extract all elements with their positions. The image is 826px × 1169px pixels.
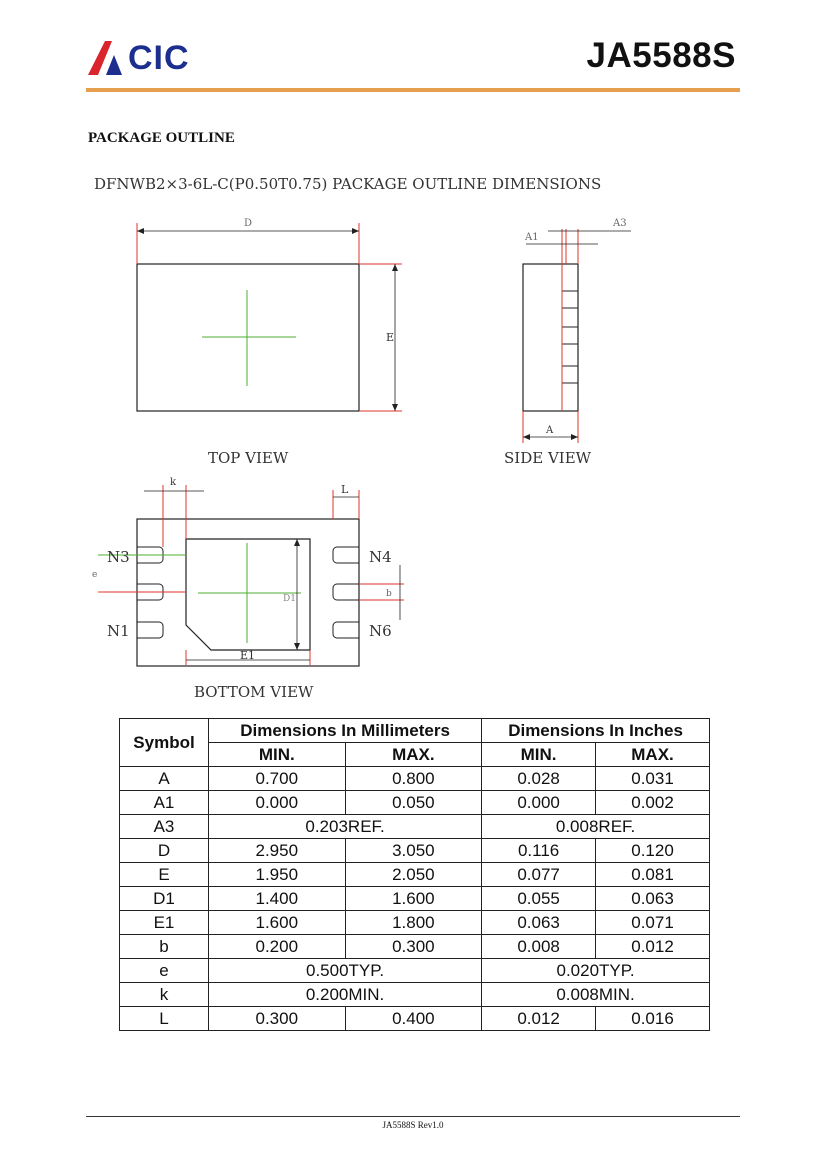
- millimeters-header: Dimensions In Millimeters: [209, 719, 482, 743]
- table-row: [120, 767, 710, 791]
- in-min: 0.116: [482, 839, 596, 863]
- logo-mark-icon: [88, 41, 126, 75]
- table-row: [120, 863, 710, 887]
- mm-min: 1.950: [209, 863, 346, 887]
- table-row: [120, 935, 710, 959]
- mm-min: 0.200: [209, 935, 346, 959]
- pin-label-N4: N4: [369, 548, 392, 566]
- symbol-header: Symbol: [120, 719, 209, 767]
- mm-max: 2.050: [345, 863, 482, 887]
- mm-min: 0.700: [209, 767, 346, 791]
- mm-min: 0.300: [209, 1007, 346, 1031]
- in-min: 0.028: [482, 767, 596, 791]
- in-max: 0.002: [596, 791, 710, 815]
- label-D: D: [244, 218, 253, 229]
- logo-text: CIC: [128, 39, 190, 77]
- row-symbol: E: [120, 863, 209, 887]
- in-min: 0.077: [482, 863, 596, 887]
- row-symbol: D1: [120, 887, 209, 911]
- label-A1: A1: [525, 232, 539, 243]
- row-symbol: A3: [120, 815, 209, 839]
- label-k: k: [170, 477, 177, 488]
- side-view: [504, 218, 631, 467]
- part-number-title: JA5588S: [586, 36, 736, 75]
- dimensions-table: [119, 718, 710, 1031]
- label-D1: D1: [283, 594, 296, 604]
- mm-min: 1.600: [209, 911, 346, 935]
- inches-header: Dimensions In Inches: [482, 719, 710, 743]
- company-logo: [88, 40, 190, 76]
- in-min: 0.008: [482, 935, 596, 959]
- in-min: 0.063: [482, 911, 596, 935]
- in-max: 0.031: [596, 767, 710, 791]
- label-b: b: [386, 589, 392, 599]
- footer-revision: JA5588S Rev1.0: [382, 1120, 444, 1130]
- in-span: 0.020TYP.: [482, 959, 710, 983]
- table-row: [120, 1007, 710, 1031]
- row-symbol: e: [120, 959, 209, 983]
- mm-min: 0.000: [209, 791, 346, 815]
- bottom-view: [92, 477, 404, 701]
- row-symbol: A1: [120, 791, 209, 815]
- in-max: 0.063: [596, 887, 710, 911]
- table-row: [120, 983, 710, 1007]
- table-row: [120, 815, 710, 839]
- mm-min: 2.950: [209, 839, 346, 863]
- label-E1: E1: [240, 649, 256, 662]
- mm-max: 0.050: [345, 791, 482, 815]
- mm-max: 0.400: [345, 1007, 482, 1031]
- table-header-row: [120, 719, 710, 743]
- row-symbol: L: [120, 1007, 209, 1031]
- in-span: 0.008REF.: [482, 815, 710, 839]
- mm-min-header: MIN.: [209, 743, 346, 767]
- label-A3: A3: [613, 218, 627, 229]
- in-span: 0.008MIN.: [482, 983, 710, 1007]
- in-max: 0.016: [596, 1007, 710, 1031]
- table-row: [120, 839, 710, 863]
- pin-label-N3: N3: [107, 548, 130, 566]
- mm-span: 0.200MIN.: [209, 983, 482, 1007]
- in-max-header: MAX.: [596, 743, 710, 767]
- mm-max: 3.050: [345, 839, 482, 863]
- header-divider: [86, 88, 740, 92]
- row-symbol: D: [120, 839, 209, 863]
- package-outline-drawing: [86, 165, 686, 710]
- in-max: 0.081: [596, 863, 710, 887]
- in-min-header: MIN.: [482, 743, 596, 767]
- table-row: [120, 887, 710, 911]
- bottom-view-label: BOTTOM VIEW: [194, 683, 314, 701]
- mm-min: 1.400: [209, 887, 346, 911]
- table-row: [120, 959, 710, 983]
- in-min: 0.000: [482, 791, 596, 815]
- mm-max: 1.600: [345, 887, 482, 911]
- label-A: A: [546, 425, 554, 436]
- table-row: [120, 791, 710, 815]
- top-view: [137, 218, 402, 467]
- in-min: 0.055: [482, 887, 596, 911]
- label-E: E: [386, 331, 395, 344]
- side-view-label: SIDE VIEW: [504, 449, 592, 467]
- pin-label-N1: N1: [107, 622, 130, 640]
- mm-span: 0.500TYP.: [209, 959, 482, 983]
- in-max: 0.071: [596, 911, 710, 935]
- in-max: 0.012: [596, 935, 710, 959]
- mm-max: 0.300: [345, 935, 482, 959]
- label-e: e: [92, 570, 98, 580]
- row-symbol: A: [120, 767, 209, 791]
- in-max: 0.120: [596, 839, 710, 863]
- mm-max-header: MAX.: [345, 743, 482, 767]
- in-min: 0.012: [482, 1007, 596, 1031]
- table-subheader-row: [120, 743, 710, 767]
- mm-span: 0.203REF.: [209, 815, 482, 839]
- row-symbol: E1: [120, 911, 209, 935]
- drawing-title: DFNWB2×3-6L-C(P0.50T0.75) PACKAGE OUTLINE DIMENSIONS: [94, 175, 602, 193]
- mm-max: 1.800: [345, 911, 482, 935]
- row-symbol: k: [120, 983, 209, 1007]
- footer-divider: [86, 1116, 740, 1117]
- table-row: [120, 911, 710, 935]
- pin-label-N6: N6: [369, 622, 392, 640]
- top-view-label: TOP VIEW: [208, 449, 289, 467]
- mm-max: 0.800: [345, 767, 482, 791]
- label-L: L: [341, 483, 349, 496]
- section-title: PACKAGE OUTLINE: [88, 130, 235, 146]
- row-symbol: b: [120, 935, 209, 959]
